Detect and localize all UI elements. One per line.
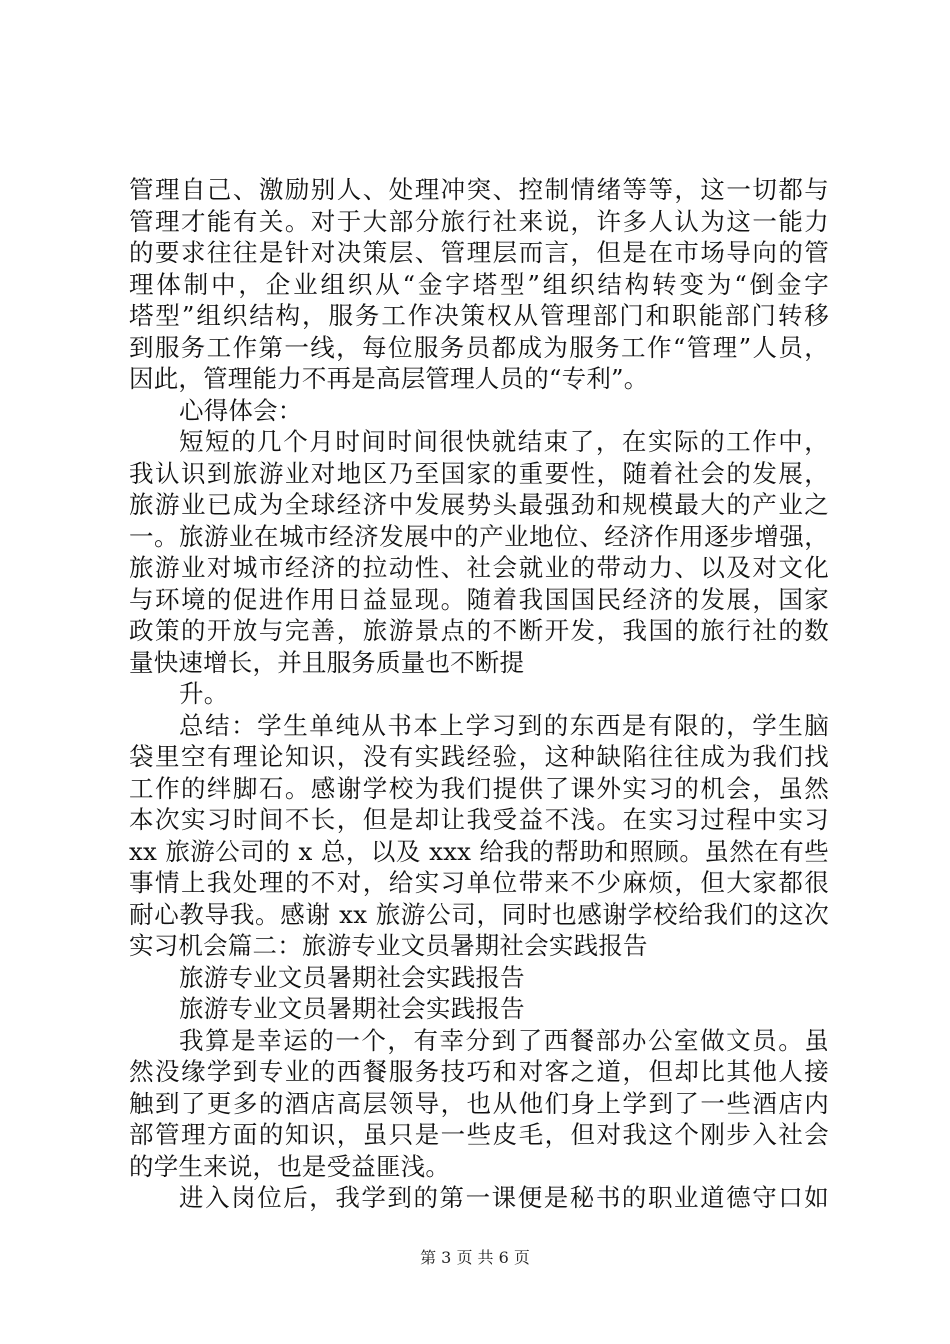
text-line: 升。 [179, 679, 229, 708]
text-line: 总结：学生单纯从书本上学习到的东西是有限的，学生脑 [179, 710, 829, 740]
text-line: 到服务工作第一线，每位服务员都成为服务工作“管理”人员， [129, 332, 829, 362]
text-line: 实习机会篇二：旅游专业文员暑期社会实践报告 [129, 931, 648, 960]
page-footer [0, 1245, 950, 1268]
text-line: 管理自己、激励别人、处理冲突、控制情绪等等，这一切都与 [129, 175, 829, 204]
document-body [129, 174, 829, 1214]
text-line: 政策的开放与完善，旅游景点的不断开发，我国的旅行社的数 [129, 616, 829, 645]
text-line: 管理才能有关。对于大部分旅行社来说，许多人认为这一能力 [129, 206, 829, 236]
text-line: 旅游专业文员暑期社会实践报告 [179, 994, 525, 1023]
page-number-label: 第 3 页 共 6 页 [420, 1248, 530, 1267]
text-line: 然没缘学到专业的西餐服务技巧和对客之道，但却比其他人接 [129, 1057, 829, 1086]
text-line: 一。旅游业在城市经济发展中的产业地位、经济作用逐步增强， [129, 521, 829, 551]
text-line: 因此，管理能力不再是高层管理人员的“专利”。 [129, 364, 649, 393]
text-line: 本次实习时间不长，但是却让我受益不浅。在实习过程中实习 [129, 805, 829, 834]
text-line: xx 旅游公司的 x 总，以及 xxx 给我的帮助和照顾。虽然在有些 [129, 836, 829, 866]
text-line: 部管理方面的知识，虽只是一些皮毛，但对我这个刚步入社会 [129, 1120, 829, 1149]
text-line: 的学生来说，也是受益匪浅。 [129, 1151, 451, 1181]
text-line: 短短的几个月时间时间很快就结束了，在实际的工作中， [179, 427, 829, 456]
text-line: 旅游专业文员暑期社会实践报告 [179, 962, 525, 992]
text-line: 袋里空有理论知识，没有实践经验，这种缺陷往往成为我们找 [129, 742, 829, 771]
text-line: 事情上我处理的不对，给实习单位带来不少麻烦，但大家都很 [129, 868, 829, 897]
text-line: 理体制中，企业组织从“金字塔型”组织结构转变为“倒金字 [129, 269, 829, 299]
text-line: 触到了更多的酒店高层领导，也从他们身上学到了一些酒店内 [129, 1088, 829, 1118]
text-line: 我算是幸运的一个，有幸分到了西餐部办公室做文员。虽 [179, 1025, 829, 1055]
text-line: 耐心教导我。感谢 xx 旅游公司，同时也感谢学校给我们的这次 [129, 899, 829, 929]
text-line: 旅游业已成为全球经济中发展势头最强劲和规模最大的产业之 [129, 490, 829, 519]
text-line: 的要求往往是针对决策层、管理层而言，但是在市场导向的管 [129, 238, 829, 267]
text-line: 与环境的促进作用日益显现。随着我国国民经济的发展，国家 [129, 584, 829, 614]
text-line: 旅游业对城市经济的拉动性、社会就业的带动力、以及对文化 [129, 553, 829, 582]
text-line: 量快速增长，并且服务质量也不断提 [129, 647, 525, 677]
text-line: 我认识到旅游业对地区乃至国家的重要性，随着社会的发展， [129, 458, 829, 488]
text-line: 心得体会： [179, 395, 303, 425]
text-line: 工作的绊脚石。感谢学校为我们提供了课外实习的机会，虽然 [129, 773, 829, 803]
text-line: 塔型”组织结构，服务工作决策权从管理部门和职能部门转移 [129, 301, 829, 330]
text-line: 进入岗位后，我学到的第一课便是秘书的职业道德守口如 [179, 1183, 829, 1212]
